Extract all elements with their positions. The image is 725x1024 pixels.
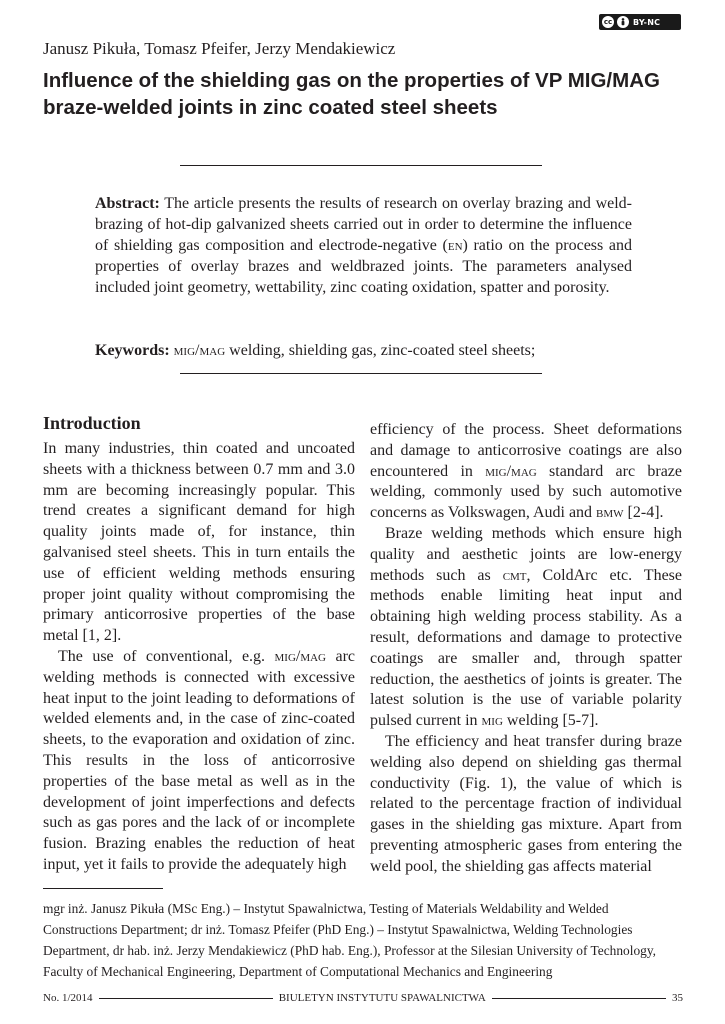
intro-paragraph-1: In many industries, thin coated and uncoated sheets with a thickness between 0.7 mm and 3.0 mm are becoming increasingly popular. This trend creates a significant demand for high quality joints made of, for instance, thin galvanised steel sheets. This in turn entails the use of efficient welding methods ensuring proper joint quality without compromising the primary anticorrosive properties of the base metal [1, 2]. [43, 440, 355, 645]
person-icon [617, 16, 629, 28]
c2p1-b: standard arc braze welding, commonly used by such automotive concerns as Volkswagen, Audi and [370, 462, 682, 522]
authors: Janusz Pikuła, Tomasz Pfeifer, Jerzy Mendakiewicz [43, 39, 396, 58]
c2p2-c: welding [5-7]. [502, 712, 599, 730]
c2p1-c: [2-4]. [623, 504, 664, 522]
author-affiliations-footnote: mgr inż. Janusz Pikuła (MSc Eng.) – Instytut Spawalnictwa, Testing of Materials Weldability and Welded Constructions Department; dr inż. Tomasz Pfeifer (PhD Eng.) – Instytut Spawalnictwa, Welding Technologies Department, dr hab. inż. Jerzy Mendakiewicz (PhD hab. Eng.), Professor at the Silesian University of Technology, Faculty of Mechanical Engineering, Department of Computational Mechanics and Engineering [43, 901, 657, 979]
intro-p2-a: The use of conventional, e.g. [58, 647, 275, 665]
keywords-label: Keywords: [95, 342, 170, 359]
article-title: Influence of the shielding gas on the properties of VP MIG/MAG braze-welded joints in zinc coated steel sheets [43, 69, 660, 119]
abstract [95, 193, 632, 298]
abstract-text-1: The article presents the results of research on overlay brazing and weld-brazing of hot-dip galvanized sheets carried out in order to determine the influence of shielding gas composition and electrode-negative ( [95, 195, 632, 254]
abstract-text-2: ) ratio on the process and properties of overlay brazes and weldbrazed joints. The parameters analysed included joint geometry, wettability, zinc coating oxidation, spatter and porosity. [95, 237, 632, 296]
intro-paragraph-3 [370, 420, 682, 524]
footer-line-left [99, 998, 273, 999]
column-right [370, 420, 682, 878]
c2p2-b: , ColdArc etc. These methods enable limiting heat input and obtaining high welding process stability. As a result, deformations and damage to protective coatings are smaller and, through spatter reduction, the aesthetics of joints is greater. The latest solution is the use of variable polarity pulsed current in [370, 566, 683, 730]
abstract-label: Abstract: [95, 195, 160, 212]
page-footer [43, 991, 683, 1005]
c2p1-a: efficiency of the process. Sheet deformations and damage to anticorrosive coatings are also encountered in [370, 421, 682, 480]
c2p1-sc2: bmw [596, 504, 624, 522]
intro-paragraph-4 [370, 524, 682, 732]
footer-page-number: 35 [672, 992, 683, 1004]
c2p2-sc: cmt [502, 566, 527, 584]
column-left [43, 439, 355, 876]
divider-top [180, 165, 542, 166]
footer-journal: BIULETYN INSTYTUTU SPAWALNICTWA [278, 992, 486, 1004]
license-label: BY-NC [633, 17, 661, 27]
intro-p2-sc: mig/mag [274, 647, 327, 665]
c2p2-sc2: mig [481, 712, 503, 730]
keywords-text: welding, shielding gas, zinc-coated steel sheets; [225, 342, 536, 359]
keywords [95, 340, 632, 361]
footer-line-right [492, 998, 666, 999]
intro-paragraph-5: The efficiency and heat transfer during braze welding also depend on shielding gas thermal conductivity (Fig. 1), the value of which is related to the percentage fraction of individual gases in the shielding gas mixture. Apart from preventing atmospheric gases from entering the weld pool, the shielding gas affects material [370, 732, 682, 875]
c2p2-a: Braze welding methods which ensure high quality and aesthetic joints are low-energy methods such as [370, 524, 682, 584]
abstract-en: en [447, 237, 463, 254]
footer-issue: No. 1/2014 [43, 992, 93, 1004]
keywords-sc-term: mig/mag [173, 342, 226, 359]
divider-bottom [180, 373, 542, 374]
cc-icon: cc [603, 18, 613, 26]
c2p1-sc1: mig/mag [485, 462, 537, 480]
cc-license-badge [599, 14, 681, 30]
section-heading-introduction: Introduction [43, 413, 141, 433]
footnote-rule [43, 888, 163, 889]
intro-p2-b: arc welding methods is connected with excessive heat input to the joint leading to deformations of welded elements and, in the case of zinc-coated sheets, to the evaporation and oxidation of zinc. This results in the loss of anticorrosive properties of the base metal as well as in the development of joint imperfections and defects such as gas pores and the lack of or incomplete fusion. Brazing enables the reduction of heat input, yet it fails to provide the adequately high [43, 647, 355, 873]
intro-paragraph-2 [43, 647, 355, 876]
